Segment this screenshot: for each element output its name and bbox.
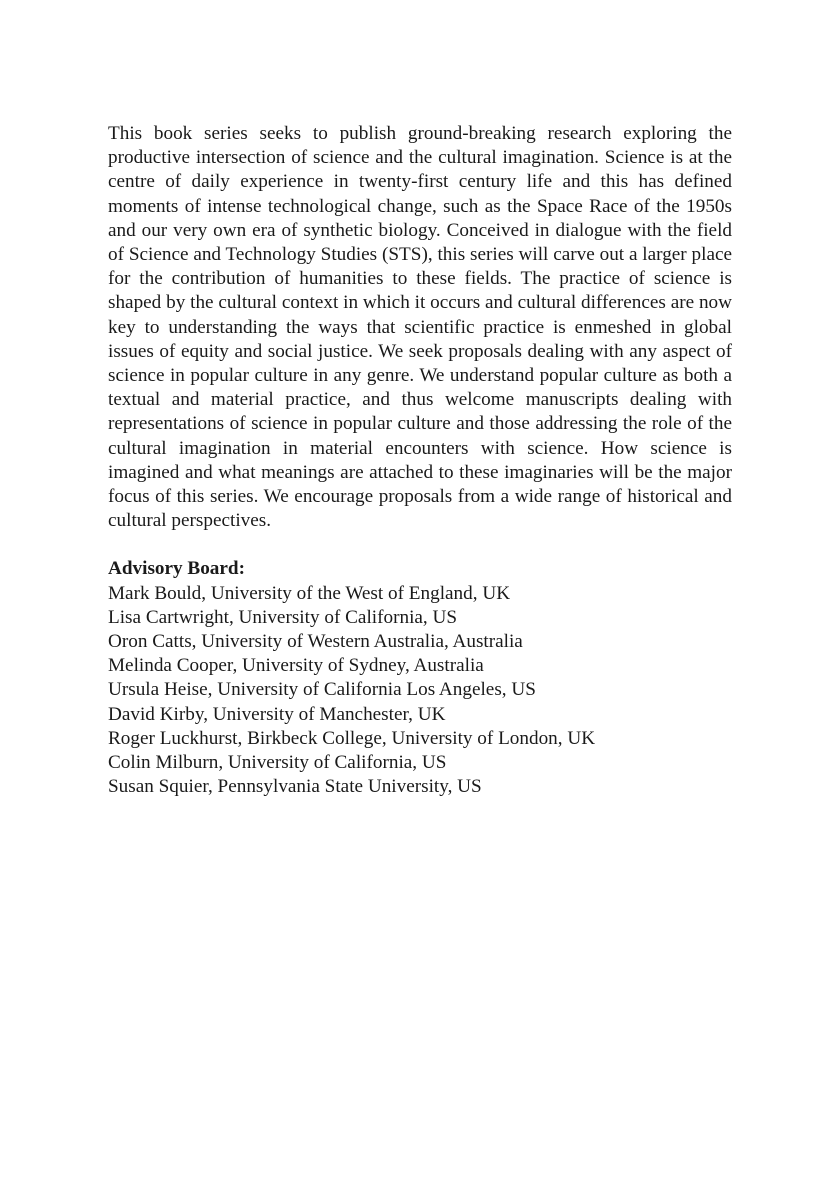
board-member: Melinda Cooper, University of Sydney, Australia bbox=[108, 655, 484, 677]
page-content bbox=[108, 122, 732, 799]
board-member: Ursula Heise, University of California Los Angeles, US bbox=[108, 679, 536, 701]
series-description: This book series seeks to publish ground-breaking research exploring the productive intersection of science and the cultural imagination. Science is at the centre of daily experience in twenty-first century life and this has defined moments of intense technological change, such as the Space Race of the 1950s and our very own era of synthetic biology. Conceived in dialogue with the field of Science and Technology Studies (STS), this series will carve out a larger place for the contribution of humanities to these fields. The practice of science is shaped by the cultural context in which it occurs and cultural differences are now key to understanding the ways that scientific practice is enmeshed in global issues of equity and social justice. We seek proposals dealing with any aspect of science in popular culture in any genre. We understand popular culture as both a textual and material practice, and thus welcome manuscripts dealing with representations of science in popular culture and those addressing the role of the cultural imagination in material encounters with science. How science is imagined and what meanings are attached to these imaginaries will be the major focus of this series. We encourage proposals from a wide range of historical and cultural perspectives. bbox=[108, 123, 732, 532]
board-member: Susan Squier, Pennsylvania State University, US bbox=[108, 776, 482, 798]
board-member: David Kirby, University of Manchester, UK bbox=[108, 703, 446, 725]
board-member: Oron Catts, University of Western Australia, Australia bbox=[108, 631, 523, 653]
advisory-board bbox=[108, 557, 732, 799]
board-member: Lisa Cartwright, University of California, US bbox=[108, 606, 458, 628]
board-member: Colin Milburn, University of California, US bbox=[108, 752, 447, 774]
advisory-board-list bbox=[108, 582, 732, 800]
board-member: Roger Luckhurst, Birkbeck College, University of London, UK bbox=[108, 727, 596, 749]
board-member: Mark Bould, University of the West of England, UK bbox=[108, 582, 511, 604]
advisory-board-heading: Advisory Board: bbox=[108, 558, 245, 580]
